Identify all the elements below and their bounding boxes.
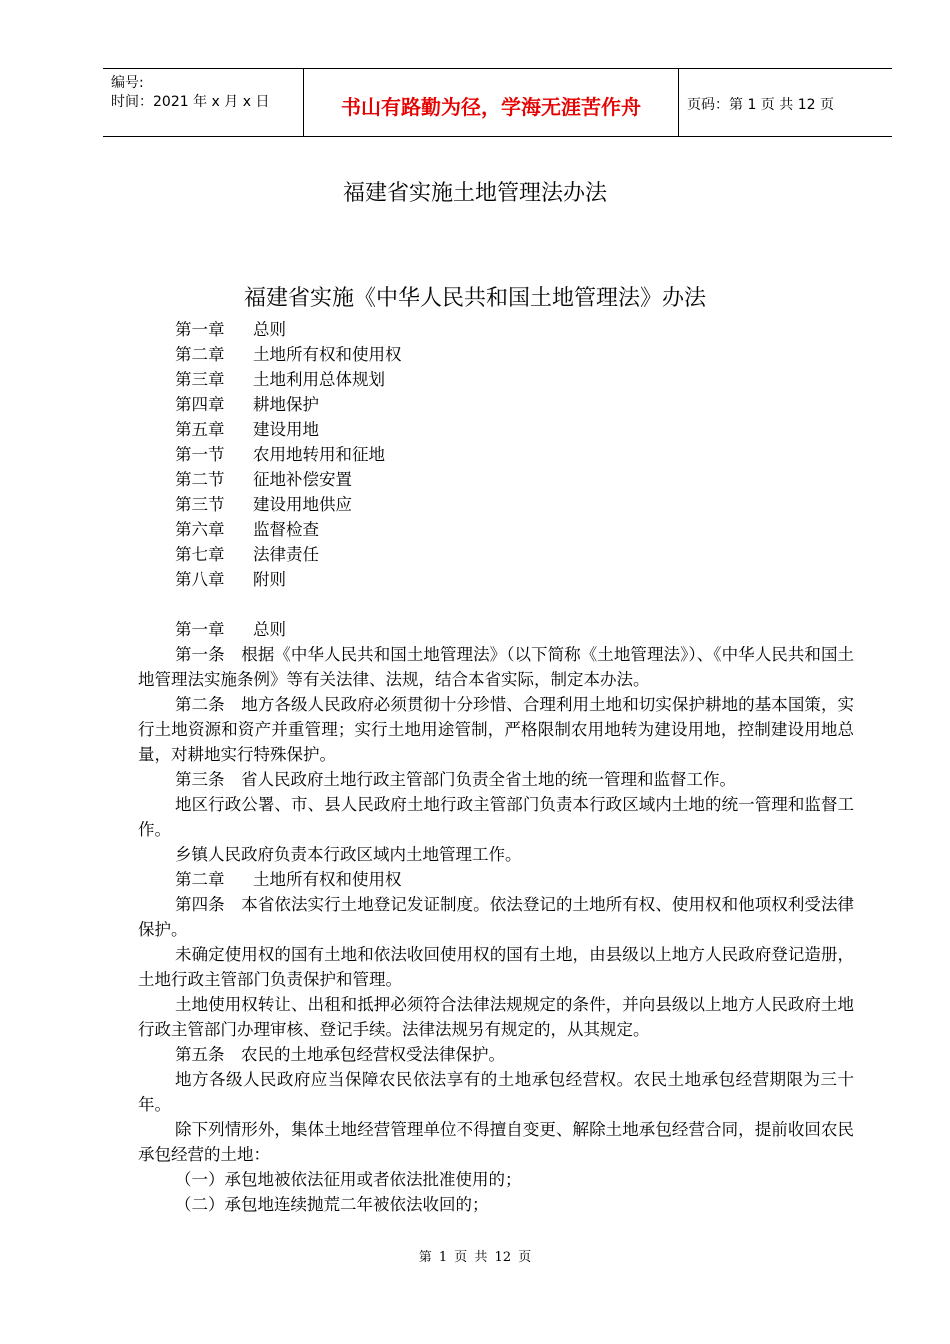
- chapter-name: 总则: [253, 620, 286, 639]
- header-info-cell: [103, 69, 304, 136]
- toc-item: [175, 467, 402, 492]
- toc-item-name: 土地所有权和使用权: [253, 345, 402, 364]
- law-title: 福建省实施《中华人民共和国土地管理法》办法: [243, 286, 706, 311]
- paragraph: 第四条 本省依法实行土地登记发证制度。依法登记的土地所有权、使用权和他项权利受法律保护。: [138, 895, 854, 939]
- chapter-heading: [138, 617, 854, 642]
- toc-item-number: 第二章: [175, 345, 225, 364]
- toc-item-number: 第五章: [175, 420, 225, 439]
- toc-item-number: 第四章: [175, 395, 225, 414]
- toc-item-name: 土地利用总体规划: [253, 370, 385, 389]
- chapter-heading: [138, 867, 854, 892]
- chapter-number: 第一章: [175, 620, 225, 639]
- toc-item: [175, 492, 402, 517]
- toc-item: [175, 542, 402, 567]
- toc-item-number: 第三节: [175, 495, 225, 514]
- paragraph: 第一条 根据《中华人民共和国土地管理法》（以下简称《土地管理法》）、《中华人民共和国土地管理法实施条例》等有关法律、法规，结合本省实际，制定本办法。: [138, 645, 854, 689]
- page-header: [103, 68, 892, 137]
- header-page-cell: [679, 69, 892, 136]
- toc-item: [175, 442, 402, 467]
- list-item: （一）承包地被依法征用或者依法批准使用的；: [175, 1170, 522, 1189]
- paragraph: 乡镇人民政府负责本行政区域内土地管理工作。: [175, 845, 522, 864]
- toc-item-number: 第三章: [175, 370, 225, 389]
- toc-item-name: 建设用地供应: [253, 495, 352, 514]
- paragraph: 地方各级人民政府应当保障农民依法享有的土地承包经营权。农民土地承包经营期限为三十年。: [138, 1070, 854, 1114]
- toc-item: [175, 567, 402, 592]
- motto: 书山有路勤为径，学海无涯苦作舟: [341, 95, 641, 119]
- table-of-contents: [175, 317, 402, 592]
- toc-item: [175, 417, 402, 442]
- toc-item-name: 法律责任: [253, 545, 319, 564]
- toc-item-number: 第六章: [175, 520, 225, 539]
- chapter-name: 土地所有权和使用权: [253, 870, 402, 889]
- page-footer: 第 1 页 共 12 页: [418, 1250, 532, 1265]
- toc-item-number: 第七章: [175, 545, 225, 564]
- toc-item: [175, 392, 402, 417]
- toc-item-number: 第一节: [175, 445, 225, 464]
- serial-label: 编号:: [111, 75, 144, 91]
- paragraph: 第五条 农民的土地承包经营权受法律保护。: [175, 1045, 505, 1064]
- toc-item-name: 监督检查: [253, 520, 319, 539]
- document-body: [138, 617, 854, 1217]
- paragraph: 地区行政公署、市、县人民政府土地行政主管部门负责本行政区域内土地的统一管理和监督工作。: [138, 795, 854, 839]
- document-title: 福建省实施土地管理法办法: [342, 181, 607, 206]
- time-label: 时间：2021 年 x 月 x 日: [111, 94, 270, 110]
- toc-item: [175, 517, 402, 542]
- toc-item-name: 建设用地: [253, 420, 319, 439]
- paragraph: 第三条 省人民政府土地行政主管部门负责全省土地的统一管理和监督工作。: [175, 770, 736, 789]
- page-number-label: 页码：第 1 页 共 12 页: [687, 97, 834, 113]
- paragraph: 土地使用权转让、出租和抵押必须符合法律法规规定的条件，并向县级以上地方人民政府土地行政主管部门办理审核、登记手续。法律法规另有规定的，从其规定。: [138, 995, 854, 1039]
- toc-item-number: 第八章: [175, 570, 225, 589]
- toc-item-number: 第二节: [175, 470, 225, 489]
- toc-item-name: 征地补偿安置: [253, 470, 352, 489]
- toc-item-number: 第一章: [175, 320, 225, 339]
- toc-item-name: 总则: [253, 320, 286, 339]
- toc-item: [175, 317, 402, 342]
- toc-item-name: 耕地保护: [253, 395, 319, 414]
- chapter-number: 第二章: [175, 870, 225, 889]
- toc-item: [175, 342, 402, 367]
- header-motto-cell: [304, 69, 679, 136]
- toc-item-name: 附则: [253, 570, 286, 589]
- toc-item-name: 农用地转用和征地: [253, 445, 385, 464]
- paragraph: 未确定使用权的国有土地和依法收回使用权的国有土地，由县级以上地方人民政府登记造册，土地行政主管部门负责保护和管理。: [138, 945, 854, 989]
- paragraph: 除下列情形外，集体土地经营管理单位不得擅自变更、解除土地承包经营合同，提前收回农民承包经营的土地：: [138, 1120, 854, 1164]
- toc-item: [175, 367, 402, 392]
- paragraph: 第二条 地方各级人民政府必须贯彻十分珍惜、合理利用土地和切实保护耕地的基本国策，实行土地资源和资产并重管理；实行土地用途管制，严格限制农用地转为建设用地，控制建设用地总量，对耕地实行特殊保护。: [138, 695, 854, 764]
- list-item: （二）承包地连续抛荒二年被依法收回的；: [175, 1195, 489, 1214]
